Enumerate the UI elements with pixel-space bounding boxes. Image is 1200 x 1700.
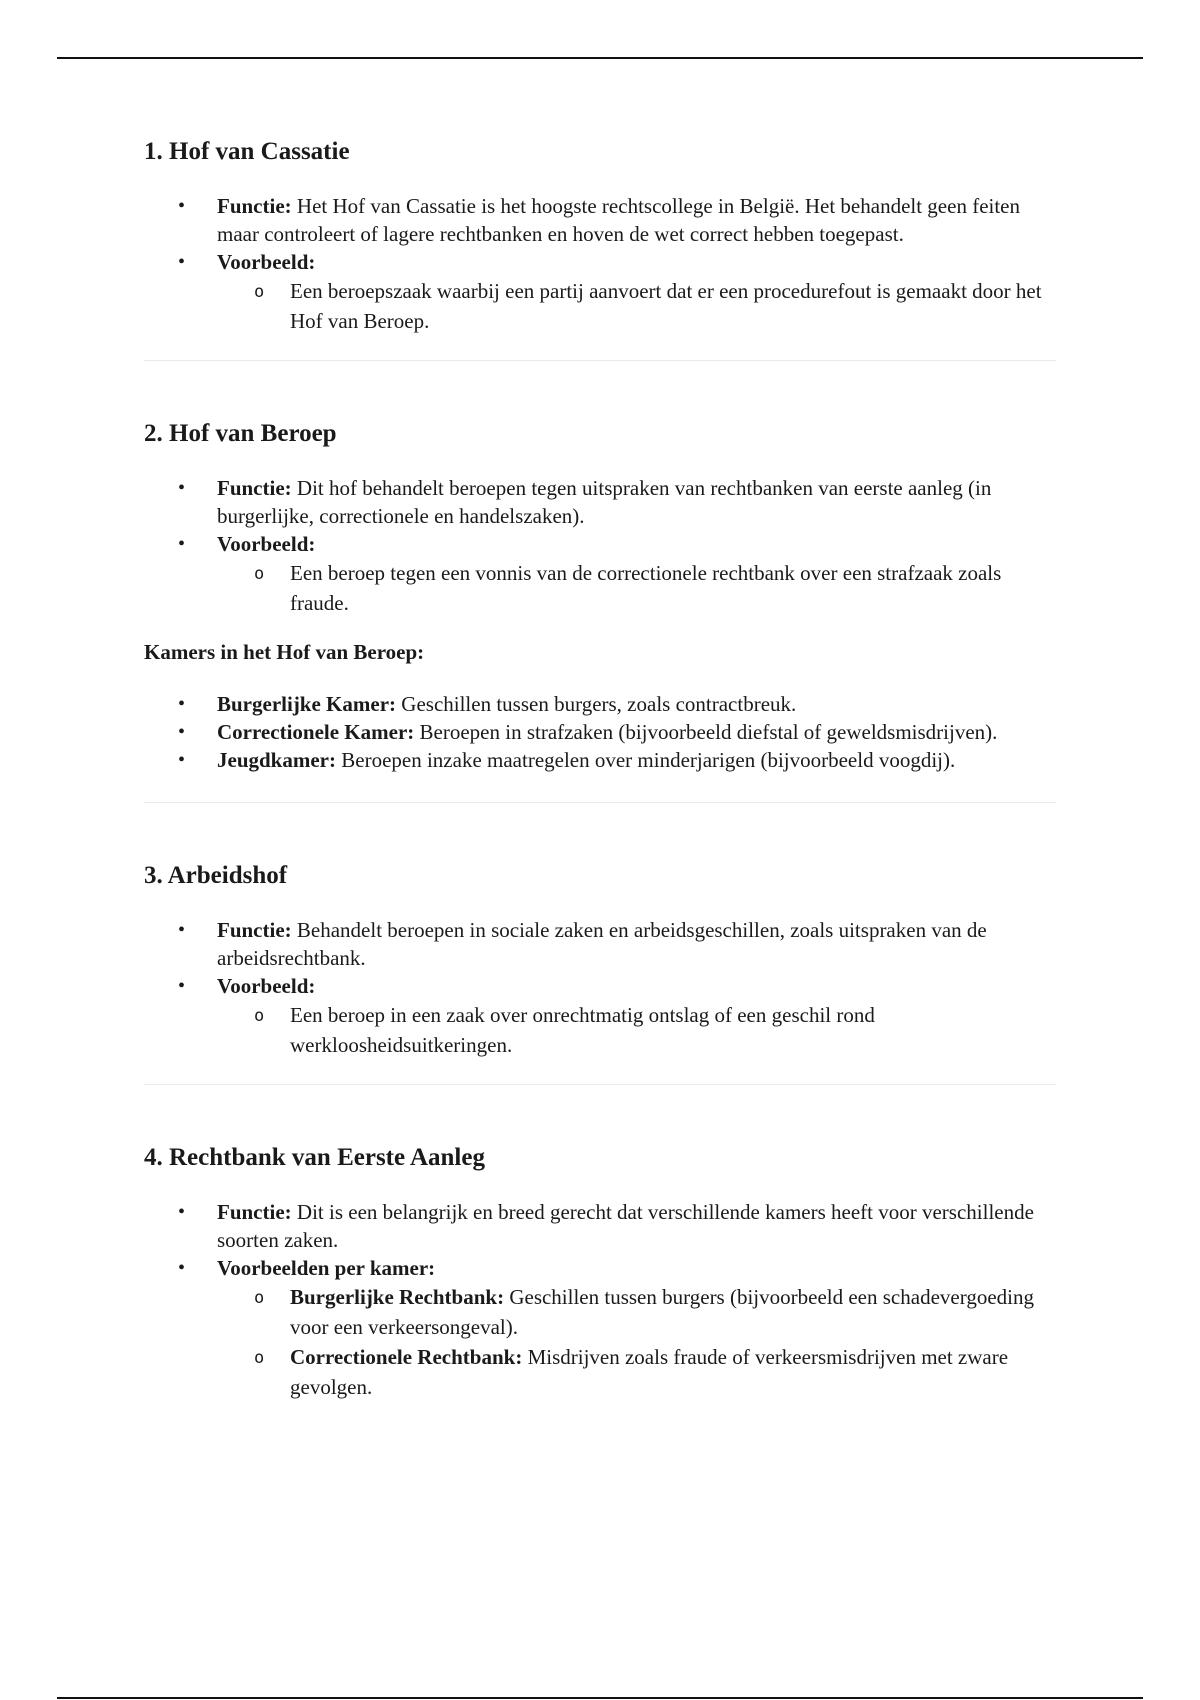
list-item xyxy=(144,690,1060,718)
page-top-rule xyxy=(57,57,1143,59)
functie-label: Functie: xyxy=(217,194,292,218)
functie-label: Functie: xyxy=(217,1200,292,1224)
bullet-icon: • xyxy=(178,195,186,217)
bullet-icon: • xyxy=(178,1257,186,1279)
bullet-list xyxy=(144,192,1060,336)
bullet-icon: • xyxy=(178,533,186,555)
sub-list-item xyxy=(217,1342,1060,1402)
list-item xyxy=(144,972,1060,1060)
functie-text: Dit is een belangrijk en breed gerecht dat verschillende kamers heeft voor verschillende soorten zaken. xyxy=(217,1200,1034,1252)
example-text: Een beroep tegen een vonnis van de correctionele rechtbank over een strafzaak zoals fraude. xyxy=(290,561,1002,615)
document-body xyxy=(144,136,1060,1402)
sub-list-item xyxy=(217,1000,1060,1060)
voorbeeld-label: Voorbeelden per kamer: xyxy=(217,1256,436,1280)
section-divider xyxy=(144,360,1056,361)
sub-list xyxy=(217,1282,1060,1402)
list-item xyxy=(144,916,1060,972)
list-item xyxy=(144,530,1060,618)
list-item xyxy=(144,474,1060,530)
kamer-label: Burgerlijke Kamer: xyxy=(217,692,397,716)
kamer-label: Correctionele Kamer: xyxy=(217,720,415,744)
bullet-icon: • xyxy=(178,251,186,273)
bullet-icon: • xyxy=(178,749,186,771)
kamer-text: Beroepen inzake maatregelen over minderjarigen (bijvoorbeeld voogdij). xyxy=(336,748,956,772)
sub-bullet-icon: o xyxy=(254,1288,265,1308)
sub-bullet-icon: o xyxy=(254,1006,265,1026)
sub-list-item xyxy=(217,1282,1060,1342)
section-hof-van-beroep xyxy=(144,418,1060,774)
section-divider xyxy=(144,1084,1056,1085)
section-rechtbank-eerste-aanleg xyxy=(144,1142,1060,1402)
list-item xyxy=(144,746,1060,774)
functie-label: Functie: xyxy=(217,918,292,942)
section-heading: 3. Arbeidshof xyxy=(144,862,288,889)
bullet-icon: • xyxy=(178,975,186,997)
sub-list-item xyxy=(217,558,1060,618)
sub-list xyxy=(217,1000,1060,1060)
bullet-icon: • xyxy=(178,919,186,941)
example-text: Een beroepszaak waarbij een partij aanvoert dat er een procedurefout is gemaakt door het Hof van Beroep. xyxy=(290,279,1042,333)
kamer-label: Burgerlijke Rechtbank: xyxy=(290,1285,505,1309)
section-divider xyxy=(144,802,1056,803)
section-heading: 4. Rechtbank van Eerste Aanleg xyxy=(144,1144,485,1171)
section-arbeidshof xyxy=(144,860,1060,1060)
sub-bullet-icon: o xyxy=(254,1348,265,1368)
bullet-icon: • xyxy=(178,1201,186,1223)
list-item xyxy=(144,718,1060,746)
bullet-icon: • xyxy=(178,721,186,743)
section-hof-van-cassatie xyxy=(144,136,1060,336)
functie-text: Behandelt beroepen in sociale zaken en arbeidsgeschillen, zoals uitspraken van de arbeidsrechtbank. xyxy=(217,918,987,970)
kamer-text: Beroepen in strafzaken (bijvoorbeeld diefstal of geweldsmisdrijven). xyxy=(414,720,998,744)
bullet-icon: • xyxy=(178,693,186,715)
functie-label: Functie: xyxy=(217,476,292,500)
bullet-list xyxy=(144,474,1060,618)
list-item xyxy=(144,248,1060,336)
kamer-label: Correctionele Rechtbank: xyxy=(290,1345,523,1369)
voorbeeld-label: Voorbeeld: xyxy=(217,532,316,556)
section-heading: 2. Hof van Beroep xyxy=(144,420,337,447)
sub-bullet-icon: o xyxy=(254,564,265,584)
list-item xyxy=(144,1198,1060,1254)
kamer-text: Geschillen tussen burgers (bijvoorbeeld een schadevergoeding voor een verkeersongeval). xyxy=(290,1285,1034,1339)
page-bottom-rule xyxy=(57,1697,1143,1699)
list-item xyxy=(144,1254,1060,1402)
sub-list xyxy=(217,276,1060,336)
sub-list xyxy=(217,558,1060,618)
kamers-list xyxy=(144,690,1060,774)
functie-text: Het Hof van Cassatie is het hoogste rechtscollege in België. Het behandelt geen feiten maar controleert of lagere rechtbanken en hoven de wet correct hebben toegepast. xyxy=(217,194,1021,246)
list-item xyxy=(144,192,1060,248)
bullet-list xyxy=(144,916,1060,1060)
sub-bullet-icon: o xyxy=(254,282,265,302)
functie-text: Dit hof behandelt beroepen tegen uitspraken van rechtbanken van eerste aanleg (in burgerlijke, correctionele en handelszaken). xyxy=(217,476,992,528)
kamer-text: Misdrijven zoals fraude of verkeersmisdrijven met zware gevolgen. xyxy=(290,1345,1009,1399)
voorbeeld-label: Voorbeeld: xyxy=(217,974,316,998)
bullet-icon: • xyxy=(178,477,186,499)
kamers-heading: Kamers in het Hof van Beroep: xyxy=(144,640,425,664)
example-text: Een beroep in een zaak over onrechtmatig ontslag of een geschil rond werkloosheidsuitkeringen. xyxy=(290,1003,875,1057)
sub-list-item xyxy=(217,276,1060,336)
bullet-list xyxy=(144,1198,1060,1402)
kamer-label: Jeugdkamer: xyxy=(217,748,336,772)
voorbeeld-label: Voorbeeld: xyxy=(217,250,316,274)
section-heading: 1. Hof van Cassatie xyxy=(144,138,350,165)
kamer-text: Geschillen tussen burgers, zoals contractbreuk. xyxy=(396,692,797,716)
